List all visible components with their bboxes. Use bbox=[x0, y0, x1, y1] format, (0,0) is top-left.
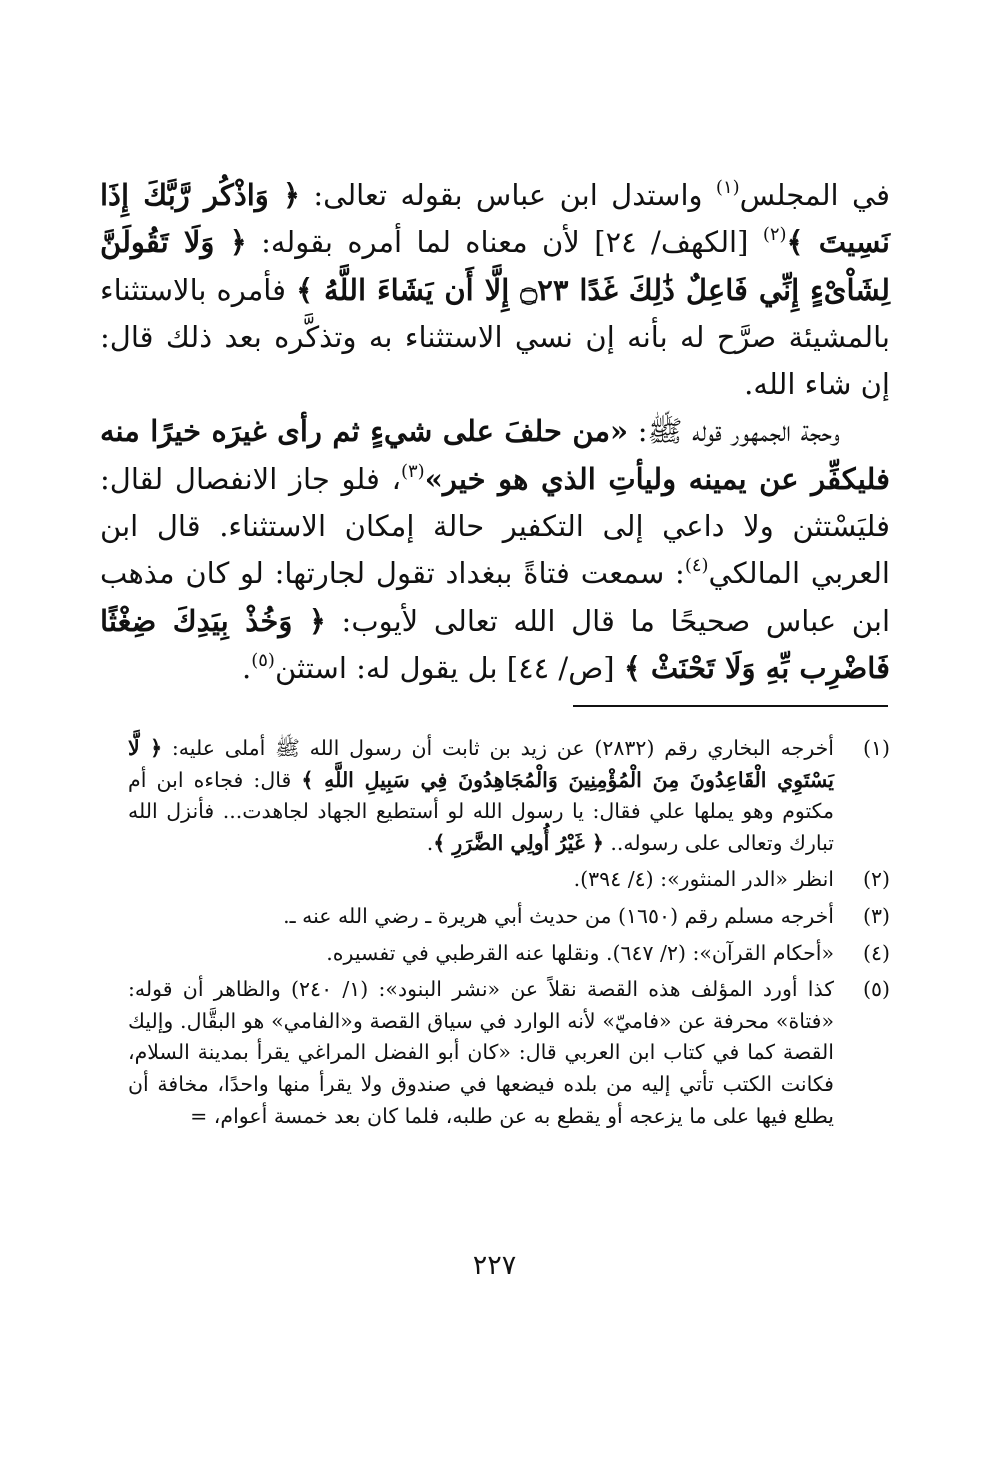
text-run: قال: فجاءه ابن أم مكتوم وهو يملها علي فقال: يا رسول الله لو أستطيع الجهاد لجاهدت... فأنزل الله تبارك وتعالى على رسوله.. bbox=[128, 767, 834, 855]
footnote-text: أخرجه مسلم رقم (١٦٥٠) من حديث أبي هريرة ـ رضي الله عنه ـ. bbox=[283, 903, 834, 928]
text-run: واستدل ابن عباس بقوله تعالى: bbox=[300, 178, 716, 212]
text-run: وحجة الجمهور قوله ﷺ: bbox=[628, 414, 840, 449]
footnote-ref: (٣) bbox=[400, 460, 425, 482]
quran-verse: ﴿ غَيْرُ أُولِي الضَّرَرِ ﴾ bbox=[433, 830, 604, 855]
footnote-1 bbox=[128, 733, 890, 859]
quran-verse: ﴿ وَلَا تَقُولَنَّ لِشَاْىْءٍ إِنِّي فَاعِلٌ ذَٰلِكَ غَدًا ۝٢٣ إِلَّا أَن يَشَاءَ اللَّهُ ﴾ bbox=[100, 225, 890, 307]
text-run: . bbox=[426, 830, 434, 855]
hadith-quote: «من حلفَ على شيءٍ ثم رأى غيرَه خيرًا منه فليكفِّر عن يمينه وليأتِ الذي هو خير» bbox=[100, 414, 890, 496]
quran-verse: ﴿ وَاذْكُر رَّبَّكَ إِذَا نَسِيتَ ﴾ bbox=[100, 178, 890, 260]
footnote-text: «أحكام القرآن»: (٢/ ٦٤٧). ونقلها عنه القرطبي في تفسيره. bbox=[326, 940, 834, 965]
text-run: [الكهف/ ٢٤] لأن معناه لما أمره بقوله: bbox=[246, 225, 763, 260]
footnote-text: انظر «الدر المنثور»: (٤/ ٣٩٤). bbox=[573, 867, 834, 892]
text-run: أخرجه البخاري رقم (٢٨٣٢) عن زيد بن ثابت أن رسول الله ﷺ أملى عليه: bbox=[162, 736, 834, 760]
main-text bbox=[100, 172, 890, 692]
footnote-text: كذا أورد المؤلف هذه القصة نقلاً عن «نشر البنود»: (١/ ٢٤٠) والظاهر أن قوله: «فتاة» محرفة عن «فاميّ» لأنه الوارد في سياق القصة و«الفامي» هو البقَّال. وإليك القصة كما في كتاب ابن العربي قال: «كان أبو الفضل المراغي يقرأ بمدينة السلام، فكانت الكتب تأتي إليه من بلده فيضعها في صندوق ولا يقرأ منها واحدًا، مخافة أن يطلع فيها على ما يزعجه أو يقطع به عن طلبه، فلما كان بعد خمسة أعوام، = bbox=[128, 977, 834, 1128]
text-run: في المجلس bbox=[739, 178, 890, 212]
footnote-4 bbox=[128, 938, 890, 970]
footnote-3 bbox=[128, 901, 890, 933]
footnote-number: (٢) bbox=[862, 867, 890, 892]
paragraph-1 bbox=[100, 172, 890, 408]
paragraph-2 bbox=[100, 408, 890, 692]
footnotes bbox=[128, 733, 890, 1137]
text-run: . bbox=[242, 650, 252, 685]
text-run: : سمعت فتاةً ببغداد تقول لجارتها: لو كان مذهب ابن عباس صحيحًا ما قال الله تعالى لأيوب: bbox=[100, 556, 890, 638]
quran-verse: ﴿ وَخُذْ بِيَدِكَ ضِغْثًا فَاضْرِب بِّهِ وَلَا تَحْنَثْ ﴾ bbox=[100, 603, 890, 685]
text-run: فأمره بالاستثناء بالمشيئة صرَّح له بأنه إن نسي الاستثناء به وتذكَّره بعد ذلك قال: إن شاء الله. bbox=[100, 272, 890, 402]
footnote-ref: (٥) bbox=[251, 649, 275, 671]
text-run: [ص/ ٤٤] بل يقول له: استثن bbox=[274, 650, 624, 685]
footnote-ref: (٢) bbox=[762, 224, 787, 246]
footnote-ref: (١) bbox=[715, 177, 740, 198]
quran-verse: ﴿ لَّا يَسْتَوِي الْقَاعِدُونَ مِنَ الْمُؤْمِنِينَ وَالْمُجَاهِدُونَ فِي سَبِيلِ اللَّهِ ﴾ bbox=[128, 736, 835, 792]
footnote-number: (١) bbox=[862, 736, 890, 760]
text-run: ، فلو جاز الانفصال لقال: فليَسْتثن ولا داعي إلى التكفير حالة إمكان الاستثناء. قال ابن العربي المالكي bbox=[100, 461, 890, 591]
footnote-ref: (٤) bbox=[684, 555, 709, 577]
footnote-5 bbox=[128, 974, 890, 1132]
footnote-number: (٣) bbox=[862, 903, 890, 928]
footnote-number: (٥) bbox=[862, 977, 890, 1002]
page-number: ٢٢٧ bbox=[472, 1250, 517, 1281]
footnote-separator bbox=[573, 705, 888, 707]
footnote-2 bbox=[128, 864, 890, 896]
footnote-number: (٤) bbox=[862, 940, 890, 965]
